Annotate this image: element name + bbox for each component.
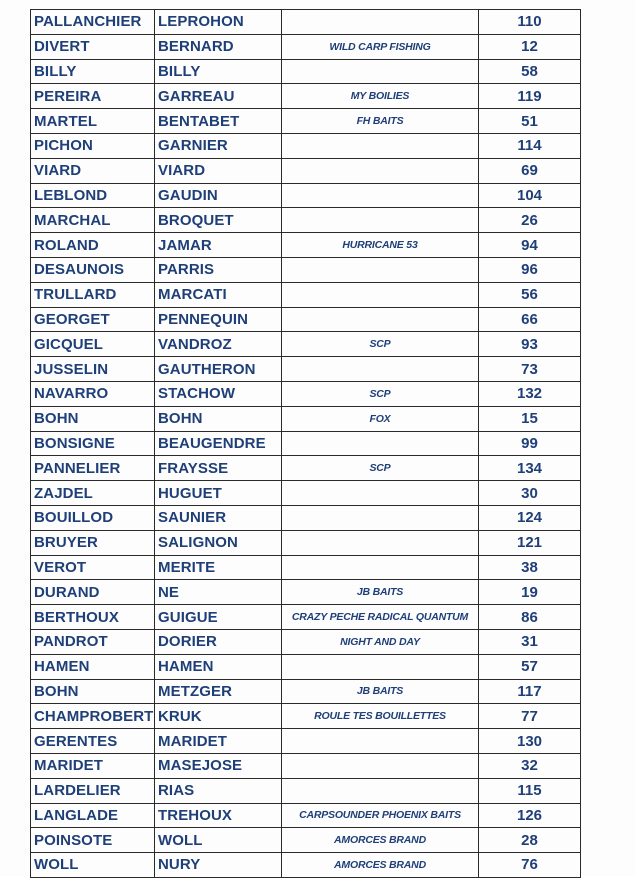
table-row — [31, 158, 581, 183]
score-cell: 12 — [479, 34, 581, 59]
sponsor-cell — [282, 357, 479, 382]
score-cell: 94 — [479, 233, 581, 258]
first-name-cell: GARNIER — [155, 133, 282, 158]
score-cell: 56 — [479, 282, 581, 307]
table-row — [31, 654, 581, 679]
last-name-cell: LANGLADE — [31, 803, 155, 828]
first-name-cell: PENNEQUIN — [155, 307, 282, 332]
sponsor-cell: CARPSOUNDER PHOENIX BAITS — [282, 803, 479, 828]
sponsor-cell — [282, 10, 479, 35]
sponsor-cell: SCP — [282, 456, 479, 481]
sponsor-cell: NIGHT AND DAY — [282, 629, 479, 654]
sponsor-cell — [282, 133, 479, 158]
score-cell: 30 — [479, 481, 581, 506]
table-row — [31, 778, 581, 803]
first-name-cell: SALIGNON — [155, 530, 282, 555]
table-row — [31, 183, 581, 208]
sponsor-cell: HURRICANE 53 — [282, 233, 479, 258]
first-name-cell: VIARD — [155, 158, 282, 183]
table-row — [31, 431, 581, 456]
first-name-cell: LEPROHON — [155, 10, 282, 35]
first-name-cell: GARREAU — [155, 84, 282, 109]
first-name-cell: METZGER — [155, 679, 282, 704]
score-cell: 126 — [479, 803, 581, 828]
score-cell: 124 — [479, 505, 581, 530]
table-row — [31, 555, 581, 580]
sponsor-cell: WILD CARP FISHING — [282, 34, 479, 59]
last-name-cell: VIARD — [31, 158, 155, 183]
table-row — [31, 605, 581, 630]
sponsor-cell — [282, 59, 479, 84]
table-row — [31, 233, 581, 258]
sponsor-cell — [282, 753, 479, 778]
first-name-cell: NE — [155, 580, 282, 605]
score-cell: 114 — [479, 133, 581, 158]
first-name-cell: BENTABET — [155, 109, 282, 134]
score-cell: 134 — [479, 456, 581, 481]
table-row — [31, 853, 581, 878]
table-row — [31, 481, 581, 506]
last-name-cell: PEREIRA — [31, 84, 155, 109]
score-cell: 93 — [479, 332, 581, 357]
score-cell: 69 — [479, 158, 581, 183]
first-name-cell: HAMEN — [155, 654, 282, 679]
table-row — [31, 580, 581, 605]
first-name-cell: DORIER — [155, 629, 282, 654]
last-name-cell: MARIDET — [31, 753, 155, 778]
table-row — [31, 729, 581, 754]
first-name-cell: HUGUET — [155, 481, 282, 506]
first-name-cell: BEAUGENDRE — [155, 431, 282, 456]
score-cell: 132 — [479, 381, 581, 406]
first-name-cell: BOHN — [155, 406, 282, 431]
score-cell: 117 — [479, 679, 581, 704]
last-name-cell: BOHN — [31, 406, 155, 431]
last-name-cell: DESAUNOIS — [31, 257, 155, 282]
score-cell: 110 — [479, 10, 581, 35]
table-row — [31, 84, 581, 109]
sponsor-cell: JB BAITS — [282, 580, 479, 605]
score-cell: 38 — [479, 555, 581, 580]
last-name-cell: PANDROT — [31, 629, 155, 654]
sponsor-cell: ROULE TES BOUILLETTES — [282, 704, 479, 729]
sponsor-cell — [282, 778, 479, 803]
table-row — [31, 34, 581, 59]
last-name-cell: LARDELIER — [31, 778, 155, 803]
last-name-cell: DURAND — [31, 580, 155, 605]
score-cell: 66 — [479, 307, 581, 332]
table-row — [31, 679, 581, 704]
last-name-cell: BOHN — [31, 679, 155, 704]
first-name-cell: MASEJOSE — [155, 753, 282, 778]
last-name-cell: PALLANCHIER — [31, 10, 155, 35]
first-name-cell: GAUTHERON — [155, 357, 282, 382]
table-row — [31, 530, 581, 555]
sponsor-cell — [282, 729, 479, 754]
table-row — [31, 10, 581, 35]
last-name-cell: BOUILLOD — [31, 505, 155, 530]
first-name-cell: BROQUET — [155, 208, 282, 233]
sponsor-cell — [282, 257, 479, 282]
sponsor-cell — [282, 208, 479, 233]
first-name-cell: MARCATI — [155, 282, 282, 307]
last-name-cell: BONSIGNE — [31, 431, 155, 456]
sponsor-cell — [282, 481, 479, 506]
sponsor-cell: CRAZY PECHE RADICAL QUANTUM — [282, 605, 479, 630]
last-name-cell: CHAMPROBERT — [31, 704, 155, 729]
last-name-cell: BILLY — [31, 59, 155, 84]
table-row — [31, 332, 581, 357]
last-name-cell: LEBLOND — [31, 183, 155, 208]
sponsor-cell: AMORCES BRAND — [282, 828, 479, 853]
last-name-cell: GEORGET — [31, 307, 155, 332]
first-name-cell: BERNARD — [155, 34, 282, 59]
sponsor-cell — [282, 530, 479, 555]
score-cell: 121 — [479, 530, 581, 555]
score-cell: 26 — [479, 208, 581, 233]
last-name-cell: MARCHAL — [31, 208, 155, 233]
last-name-cell: WOLL — [31, 853, 155, 878]
table-row — [31, 257, 581, 282]
first-name-cell: JAMAR — [155, 233, 282, 258]
last-name-cell: BRUYER — [31, 530, 155, 555]
score-cell: 115 — [479, 778, 581, 803]
last-name-cell: JUSSELIN — [31, 357, 155, 382]
first-name-cell: KRUK — [155, 704, 282, 729]
first-name-cell: PARRIS — [155, 257, 282, 282]
sponsor-cell: FH BAITS — [282, 109, 479, 134]
table-row — [31, 828, 581, 853]
first-name-cell: NURY — [155, 853, 282, 878]
table-row — [31, 381, 581, 406]
table-row — [31, 406, 581, 431]
sponsor-cell — [282, 183, 479, 208]
score-cell: 130 — [479, 729, 581, 754]
sponsor-cell — [282, 505, 479, 530]
last-name-cell: PANNELIER — [31, 456, 155, 481]
first-name-cell: MARIDET — [155, 729, 282, 754]
sponsor-cell — [282, 431, 479, 456]
score-cell: 73 — [479, 357, 581, 382]
score-cell: 119 — [479, 84, 581, 109]
table-row — [31, 456, 581, 481]
score-cell: 86 — [479, 605, 581, 630]
first-name-cell: RIAS — [155, 778, 282, 803]
roster-body — [31, 10, 581, 878]
last-name-cell: HAMEN — [31, 654, 155, 679]
first-name-cell: GUIGUE — [155, 605, 282, 630]
sponsor-cell: SCP — [282, 332, 479, 357]
score-cell: 77 — [479, 704, 581, 729]
last-name-cell: VEROT — [31, 555, 155, 580]
last-name-cell: DIVERT — [31, 34, 155, 59]
table-row — [31, 109, 581, 134]
table-row — [31, 803, 581, 828]
score-cell: 32 — [479, 753, 581, 778]
last-name-cell: GICQUEL — [31, 332, 155, 357]
score-cell: 51 — [479, 109, 581, 134]
sponsor-cell: AMORCES BRAND — [282, 853, 479, 878]
last-name-cell: MARTEL — [31, 109, 155, 134]
table-row — [31, 629, 581, 654]
first-name-cell: GAUDIN — [155, 183, 282, 208]
first-name-cell: VANDROZ — [155, 332, 282, 357]
score-cell: 96 — [479, 257, 581, 282]
last-name-cell: TRULLARD — [31, 282, 155, 307]
table-row — [31, 208, 581, 233]
score-cell: 58 — [479, 59, 581, 84]
sponsor-cell — [282, 158, 479, 183]
score-cell: 31 — [479, 629, 581, 654]
last-name-cell: ZAJDEL — [31, 481, 155, 506]
score-cell: 57 — [479, 654, 581, 679]
sponsor-cell — [282, 654, 479, 679]
score-cell: 19 — [479, 580, 581, 605]
sponsor-cell: FOX — [282, 406, 479, 431]
first-name-cell: MERITE — [155, 555, 282, 580]
sponsor-cell — [282, 282, 479, 307]
table-row — [31, 704, 581, 729]
first-name-cell: SAUNIER — [155, 505, 282, 530]
score-cell: 99 — [479, 431, 581, 456]
first-name-cell: WOLL — [155, 828, 282, 853]
last-name-cell: GERENTES — [31, 729, 155, 754]
first-name-cell: TREHOUX — [155, 803, 282, 828]
table-row — [31, 133, 581, 158]
sponsor-cell — [282, 307, 479, 332]
table-row — [31, 282, 581, 307]
first-name-cell: BILLY — [155, 59, 282, 84]
score-cell: 104 — [479, 183, 581, 208]
team-roster-table — [30, 9, 581, 878]
last-name-cell: POINSOTE — [31, 828, 155, 853]
last-name-cell: NAVARRO — [31, 381, 155, 406]
sponsor-cell: SCP — [282, 381, 479, 406]
table-row — [31, 59, 581, 84]
first-name-cell: FRAYSSE — [155, 456, 282, 481]
score-cell: 76 — [479, 853, 581, 878]
table-row — [31, 357, 581, 382]
last-name-cell: PICHON — [31, 133, 155, 158]
last-name-cell: BERTHOUX — [31, 605, 155, 630]
sponsor-cell — [282, 555, 479, 580]
last-name-cell: ROLAND — [31, 233, 155, 258]
score-cell: 15 — [479, 406, 581, 431]
score-cell: 28 — [479, 828, 581, 853]
sponsor-cell: JB BAITS — [282, 679, 479, 704]
first-name-cell: STACHOW — [155, 381, 282, 406]
table-row — [31, 753, 581, 778]
table-row — [31, 307, 581, 332]
table-row — [31, 505, 581, 530]
sponsor-cell: MY BOILIES — [282, 84, 479, 109]
